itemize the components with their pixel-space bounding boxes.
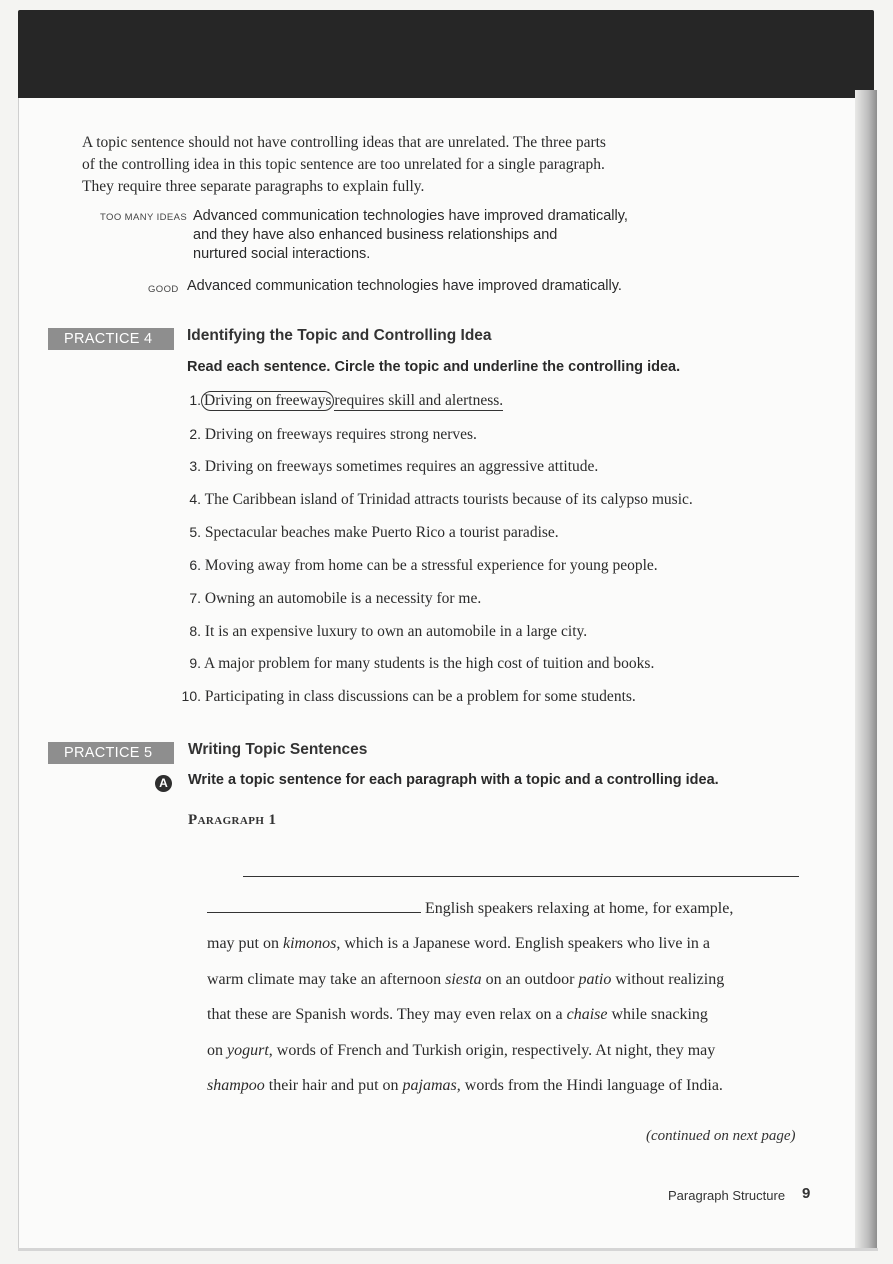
topic-sentence-blank-line[interactable] (243, 876, 799, 877)
example-line: and they have also enhanced business relationships and (193, 227, 558, 243)
practice-4-instruction: Read each sentence. Circle the topic and underline the controlling idea. (187, 359, 681, 375)
list-item-1 (187, 392, 503, 410)
paragraph-line: warm climate may take an afternoon siesta on an outdoor patio without realizing (207, 971, 725, 988)
paragraph-line: shampoo their hair and put on pajamas, words from the Hindi language of India. (207, 1077, 723, 1094)
item-text: Moving away from home can be a stressful experience for young people. (204, 557, 658, 574)
footer-section-title: Paragraph Structure (668, 1188, 786, 1203)
item-text: Driving on freeways requires strong nerves. (204, 426, 477, 443)
item-number: 2. (189, 426, 201, 442)
intro-line: A topic sentence should not have controlling ideas that are unrelated. The three parts (82, 134, 606, 151)
practice-5-title: Writing Topic Sentences (188, 741, 368, 758)
list-item (179, 688, 636, 706)
too-many-ideas-label: TOO MANY IDEAS (100, 212, 188, 223)
list-item (187, 655, 654, 673)
paragraph-line: that these are Spanish words. They may even relax on a chaise while snacking (207, 1006, 708, 1023)
practice-5-label: PRACTICE 5 (48, 742, 174, 764)
underlined-controlling-idea: requires skill and alertness. (334, 392, 504, 409)
page-number: 9 (802, 1185, 811, 1202)
item-number: 9. (189, 655, 201, 671)
intro-line: They require three separate paragraphs to explain fully. (82, 178, 425, 195)
item-number: 8. (189, 623, 201, 639)
page-sheet (19, 98, 855, 1248)
item-text: The Caribbean island of Trinidad attracts tourists because of its calypso music. (204, 491, 693, 508)
good-label: GOOD (148, 284, 179, 295)
item-text: Owning an automobile is a necessity for me. (204, 590, 482, 607)
item-text: A major problem for many students is the high cost of tuition and books. (204, 655, 655, 672)
scan-dark-border (18, 10, 874, 98)
intro-paragraph (82, 132, 722, 198)
item-number: 4. (189, 491, 201, 507)
list-item (187, 426, 477, 444)
item-number: 6. (189, 557, 201, 573)
list-item (187, 557, 658, 575)
paragraph-line: English speakers relaxing at home, for example, (207, 900, 733, 918)
page-binding-edge (855, 90, 877, 1250)
list-item (187, 590, 481, 608)
practice-4-label: PRACTICE 4 (48, 328, 174, 350)
good-example: Advanced communication technologies have improved dramatically. (187, 278, 622, 294)
intro-line: of the controlling idea in this topic sentence are too unrelated for a single paragraph. (82, 156, 605, 173)
topic-sentence-blank-continued[interactable] (207, 912, 421, 913)
too-many-ideas-example (193, 207, 628, 264)
item-number: 10. (181, 688, 201, 704)
example-line: nurtured social interactions. (193, 246, 371, 262)
page-bottom-edge (18, 1248, 878, 1251)
continued-note: (continued on next page) (646, 1128, 796, 1144)
item-number: 7. (189, 590, 201, 606)
item-text: Driving on freeways sometimes requires an aggressive attitude. (204, 458, 599, 475)
paragraph-line: may put on kimonos, which is a Japanese word. English speakers who live in a (207, 935, 711, 952)
practice-5-instruction: Write a topic sentence for each paragraph with a topic and a controlling idea. (188, 772, 719, 788)
paragraph-line: on yogurt, words of French and Turkish origin, respectively. At night, they may (207, 1042, 716, 1059)
list-item (187, 524, 559, 542)
item-number: 1. (189, 392, 201, 408)
list-item (187, 491, 693, 509)
part-a-badge: A (155, 775, 172, 792)
circled-topic: Driving on freeways (201, 391, 334, 411)
list-item (187, 623, 587, 641)
item-text: It is an expensive luxury to own an automobile in a large city. (204, 623, 588, 640)
practice-4-title: Identifying the Topic and Controlling Idea (187, 327, 492, 344)
paragraph-1-label: Paragraph 1 (188, 812, 277, 828)
item-number: 5. (189, 524, 201, 540)
item-text: Participating in class discussions can be a problem for some students. (204, 688, 636, 705)
list-item (187, 458, 598, 476)
item-text: Spectacular beaches make Puerto Rico a tourist paradise. (204, 524, 559, 541)
item-number: 3. (189, 458, 201, 474)
example-line: Advanced communication technologies have improved dramatically, (193, 208, 628, 224)
